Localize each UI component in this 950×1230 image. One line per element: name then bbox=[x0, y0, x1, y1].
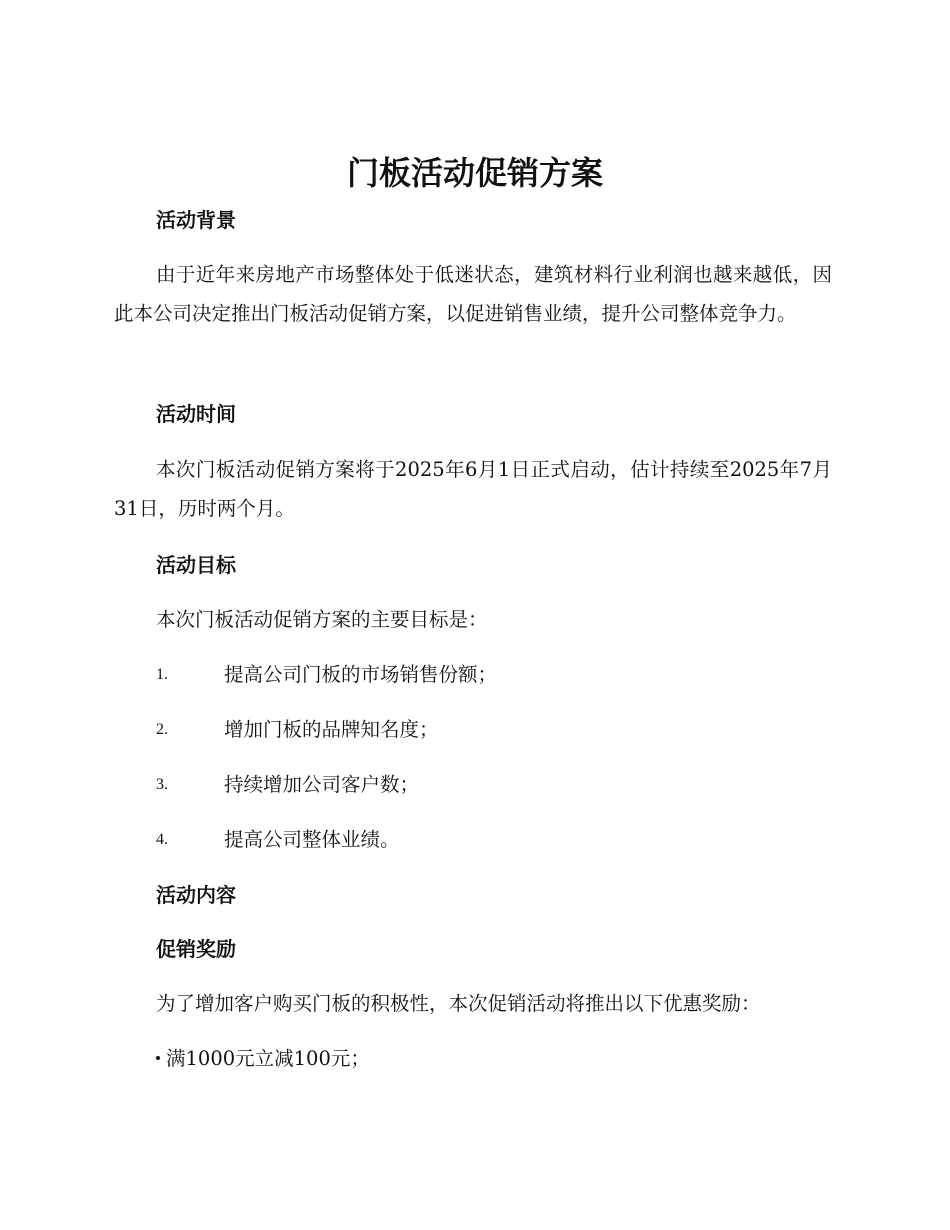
paragraph-background: 由于近年来房地产市场整体处于低迷状态，建筑材料行业利润也越来越低，因此本公司决定推出门板活动促销方案，以促进销售业绩，提升公司整体竞争力。 bbox=[114, 263, 832, 325]
list-item bbox=[156, 825, 856, 855]
document-title: 门板活动促销方案 bbox=[346, 154, 603, 192]
list-item-number: 4. bbox=[156, 831, 168, 848]
heading-content: 活动内容 bbox=[156, 883, 236, 907]
list-item bbox=[156, 715, 856, 745]
list-item-text: 增加门板的品牌知名度； bbox=[224, 718, 439, 741]
list-item bbox=[156, 770, 856, 800]
bullet-dot-icon bbox=[156, 1056, 160, 1060]
list-item-number: 1. bbox=[156, 666, 168, 683]
list-item-text: 提高公司整体业绩。 bbox=[224, 828, 400, 851]
heading-rewards: 促销奖励 bbox=[156, 937, 236, 961]
heading-goals: 活动目标 bbox=[156, 553, 236, 577]
list-item-number: 2. bbox=[156, 721, 168, 738]
list-item-number: 3. bbox=[156, 776, 168, 793]
rewards-intro: 为了增加客户购买门板的积极性，本次促销活动将推出以下优惠奖励： bbox=[156, 992, 761, 1015]
heading-background: 活动背景 bbox=[156, 208, 236, 232]
bullet-item bbox=[156, 1044, 370, 1074]
paragraph-time: 本次门板活动促销方案将于2025年6月1日正式启动，估计持续至2025年7月31日，历时两个月。 bbox=[114, 458, 832, 520]
list-item bbox=[156, 660, 856, 690]
list-item-text: 持续增加公司客户数； bbox=[224, 773, 420, 796]
goals-intro: 本次门板活动促销方案的主要目标是： bbox=[156, 608, 488, 631]
list-item-text: 提高公司门板的市场销售份额； bbox=[224, 663, 498, 686]
bullet-item-text: 满1000元立减100元； bbox=[166, 1047, 370, 1070]
heading-time: 活动时间 bbox=[156, 402, 236, 426]
